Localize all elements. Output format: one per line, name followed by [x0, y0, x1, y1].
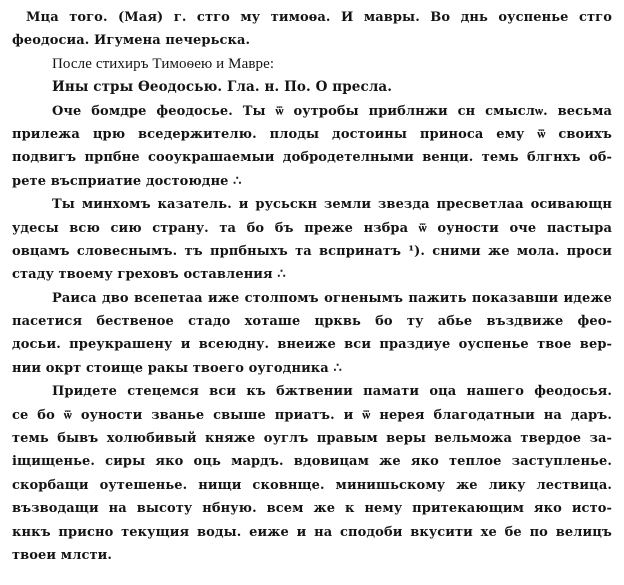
text-line-paragraph-1-line-3: подвигъ прпбне соoукрашаемыи добродетелными венци. темь блгнхъ об- — [12, 150, 612, 166]
text-line-paragraph-2-line-4: стаду твоему греховъ оставления ∴ — [12, 267, 286, 283]
text-line-paragraph-1-line-4: рете въсприатие достоюдне ∴ — [12, 173, 242, 189]
text-line-tone-heading: Ины стры Ѳеодосью. Гла. н. По. О пресла. — [52, 79, 393, 96]
text-line-paragraph-2-line-1: Ты минхомъ казатель. и русьскн земли звезда пресветлаа осивающн — [52, 197, 612, 213]
text-line-paragraph-1-line-1: Оче бомдре феодосье. Ты ѿ оутробы приблнжи сн смыслѡ. весьма — [52, 103, 612, 119]
text-line-paragraph-4-line-7: кнкъ присно текущия воды. еиже и на сподоби вкусити хе бе по велицъ — [12, 524, 612, 540]
text-line-paragraph-3-line-2: пасетися бественое стадо хоташе црквь бо ту абье въздвиже фео- — [12, 314, 612, 330]
text-line-paragraph-2-line-3: овцамъ словеснымъ. тъ прпбныхъ та вспринатъ ¹). сними же мола. проси — [12, 243, 612, 259]
text-line-paragraph-3-line-3: досьи. преукрашену и всеюдну. внеиже вси праздиуе оуспенье твое вер- — [12, 337, 612, 353]
text-line-date-header-cont: феодосиа. Игумена печерьска. — [12, 33, 251, 49]
text-line-date-header: Мца того. (Мая) г. стго му тимоѳа. И мавры. Во днь оуспенье стго — [26, 10, 612, 25]
text-line-paragraph-4-line-4: iщищенье. сиры яко оць мардъ. вдовицам же яко теплое заступленье. — [12, 454, 612, 470]
text-line-paragraph-4-line-6: възводащи на высоту нбную. всем же к нему притекающим яко исто- — [12, 501, 612, 517]
text-line-paragraph-4-line-3: темь бывъ холюбивый княже оуглъ правым веры вельможа твердое за- — [12, 431, 612, 447]
text-line-paragraph-1-line-2: прилежа црю вседержителю. плоды достоины приноса ему ѿ своихъ — [12, 126, 612, 142]
text-line-paragraph-3-line-1: Раиса дво всепетаа иже столпомъ огненымъ пажить показавши идеже — [52, 290, 612, 306]
text-line-paragraph-2-line-2: удесы всю сию страну. та бо бъ преже нзбра ѿ оуности оче пастыра — [12, 220, 612, 236]
text-line-paragraph-4-line-5: скорбащи оутешенье. нищи сковнще. минишьскому же лику лествица. — [12, 477, 612, 493]
text-line-paragraph-4-line-2: се бо ѿ оуности званье свыше приатъ. и ѿ нерея благодатныи на даръ. — [12, 407, 612, 423]
text-line-paragraph-3-line-4: нии окрт стоище ракы твоего оугодника ∴ — [12, 360, 342, 376]
text-line-paragraph-4-line-1: Придете стецемся вси къ бжтвении памати оца нашего феодосья. — [52, 384, 612, 400]
text-line-paragraph-4-line-8: твоеи млсти. — [12, 547, 112, 563]
text-line-stichera-heading: После стихиръ Тимоѳею и Мавре: — [52, 55, 275, 72]
